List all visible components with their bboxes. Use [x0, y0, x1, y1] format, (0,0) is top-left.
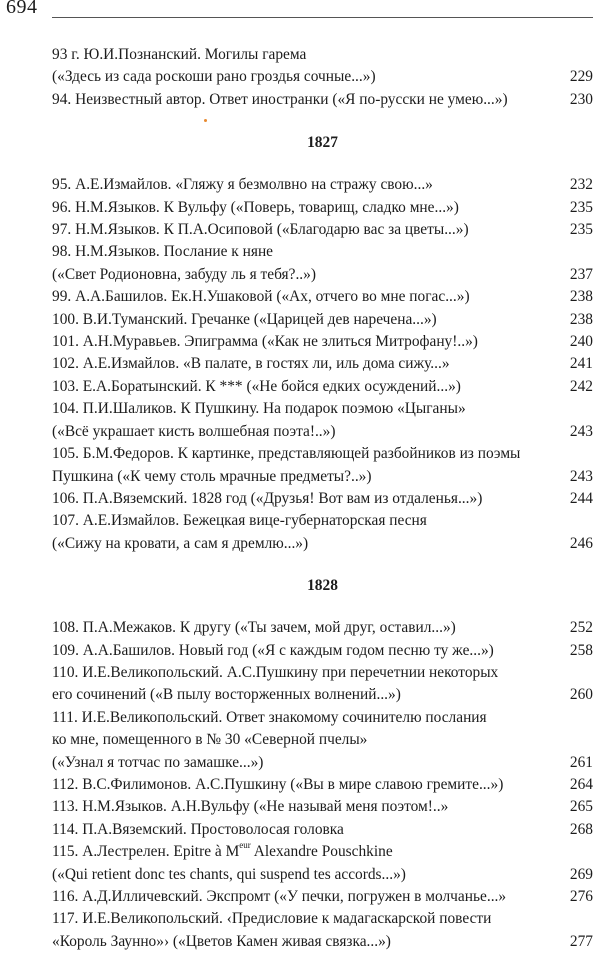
toc-entry — [52, 286, 593, 308]
page-ref: 238 — [569, 310, 593, 328]
year-heading-1828: 1828 — [307, 577, 338, 595]
toc-entry-text: 101. А.Н.Муравьев. Эпиграмма («Как не злиться Митрофану!..») — [52, 333, 478, 351]
toc-entry-text: ко мне, помещенного в № 30 «Северной пчелы» — [52, 731, 368, 749]
toc-entry-line — [52, 44, 593, 66]
toc-entry-line — [52, 908, 593, 930]
toc-entry-text: («Всё украшает кисть волшебная поэта!..») — [52, 422, 336, 440]
page-ref: 258 — [569, 641, 593, 659]
toc-entry — [52, 886, 593, 908]
toc-entry — [52, 443, 593, 488]
toc-entry-text: 93 г. Ю.И.Познанский. Могилы гарема — [52, 46, 307, 63]
toc-entry-text: Пушкина («К чему столь мрачные предметы?..») — [52, 467, 372, 485]
toc-entry — [52, 219, 593, 241]
toc-entry-text: 111. И.Е.Великопольский. Ответ знакомому сочинителю послания — [52, 708, 487, 726]
page-ref: 230 — [569, 90, 593, 108]
toc-entry-line — [52, 398, 593, 420]
page-ref: 232 — [569, 176, 593, 194]
toc-entry-text: 109. А.А.Башилов. Новый год («Я с каждым годом песню ту же...») — [52, 641, 494, 659]
toc-entry-text: 102. А.Е.Измайлов. «В палате, в гостях ли, иль дома сижу...» — [52, 355, 450, 373]
toc-entry-line — [52, 376, 593, 398]
toc-entry-line — [52, 729, 593, 751]
toc-entry-line — [52, 488, 593, 510]
toc-entry-text: 117. И.Е.Великопольский. ‹Предисловие к мадагаскарской повести — [52, 910, 492, 928]
year-heading-1827: 1827 — [307, 134, 338, 152]
toc-entry-line — [52, 841, 593, 863]
toc-entry-line — [52, 66, 593, 88]
toc-entry — [52, 44, 593, 89]
toc-entry — [52, 353, 593, 375]
toc-entry-text: 107. А.Е.Измайлов. Бежецкая вице-губернаторская песня — [52, 512, 427, 530]
toc-entry-line — [52, 662, 593, 684]
toc-entry-line — [52, 443, 593, 465]
toc-entry-line — [52, 466, 593, 488]
toc-entry-text: 110. И.Е.Великопольский. А.С.Пушкину при перечетнии некоторых — [52, 663, 499, 681]
toc-entry-text: 97. Н.М.Языков. К П.А.Осиповой («Благодарю вас за цветы...») — [52, 221, 469, 239]
page-ref: 260 — [569, 686, 593, 704]
toc-entry — [52, 376, 593, 398]
page-ref: 240 — [569, 333, 593, 351]
toc-entry — [52, 174, 593, 196]
toc-entry — [52, 662, 593, 707]
toc-entry-line — [52, 707, 593, 729]
toc-section-pre-1827 — [52, 44, 593, 111]
toc-entry — [52, 331, 593, 353]
toc-entry-line — [52, 819, 593, 841]
toc-entry — [52, 488, 593, 510]
toc-entry-line — [52, 89, 593, 111]
toc-entry-text: («Здесь из сада роскоши рано гроздья сочные...») — [52, 68, 376, 86]
toc-entry-text: 114. П.А.Вяземский. Простоволосая головка — [52, 820, 344, 838]
page-ref: 265 — [569, 798, 593, 816]
toc-entry-line — [52, 421, 593, 443]
toc-entry-line — [52, 264, 593, 286]
toc-entry-line — [52, 796, 593, 818]
header-rule — [52, 17, 593, 18]
toc-entry-line — [52, 684, 593, 706]
toc-entry — [52, 707, 593, 774]
toc-section-1828 — [52, 617, 593, 953]
toc-entry-text: 105. Б.М.Федоров. К картинке, представляющей разбойников из поэмы — [52, 445, 521, 463]
page-ref: 241 — [569, 355, 593, 373]
toc-entry-text: 100. В.И.Туманский. Гречанке («Царицей дев наречена...») — [52, 310, 437, 328]
toc-entry-line — [52, 219, 593, 241]
toc-entry-text: 108. П.А.Межаков. К другу («Ты зачем, мой друг, оставил...») — [52, 619, 456, 637]
toc-entry-text: 99. А.А.Башилов. Ек.Н.Ушаковой («Ах, отчего во мне погас...») — [52, 288, 470, 306]
toc-entry-line — [52, 286, 593, 308]
page-ref: 269 — [569, 865, 593, 883]
toc-entry-line — [52, 174, 593, 196]
toc-entry-line — [52, 533, 593, 555]
toc-entry-text: 112. В.С.Филимонов. А.С.Пушкину («Вы в мире славою гремите...») — [52, 775, 504, 793]
page-ref: 268 — [569, 820, 593, 838]
toc-entry — [52, 774, 593, 796]
page-ref: 237 — [569, 265, 593, 283]
toc-entry-line — [52, 617, 593, 639]
toc-entry-line — [52, 197, 593, 219]
page-ref: 277 — [569, 932, 593, 950]
toc-entry-line — [52, 331, 593, 353]
toc-entry-line — [52, 864, 593, 886]
toc-entry-line — [52, 309, 593, 331]
toc-entry-text: 95. А.Е.Измайлов. «Гляжу я безмолвно на стражу свою...» — [52, 176, 433, 194]
toc-entry — [52, 241, 593, 286]
toc-entry-text: его сочинений («В пылу восторженных волнений...») — [52, 686, 401, 704]
toc-entry-text: 104. П.И.Шаликов. К Пушкину. На подарок поэмою «Цыганы» — [52, 400, 466, 418]
page-ref: 261 — [569, 753, 593, 771]
toc-entry — [52, 617, 593, 639]
toc-entry-line — [52, 886, 593, 908]
toc-entry-line — [52, 640, 593, 662]
superscript: eur — [239, 841, 251, 851]
toc-entry-line — [52, 510, 593, 532]
toc-section-1827 — [52, 174, 593, 555]
toc-entry-text-tail: Alexandre Pouschkine — [250, 843, 393, 861]
page-ref: 264 — [569, 775, 593, 793]
toc-entry — [52, 796, 593, 818]
toc-entry — [52, 398, 593, 443]
page-ref: 252 — [569, 619, 593, 637]
toc-entry — [52, 908, 593, 953]
page-number: 694 — [6, 0, 38, 18]
page-ref: 243 — [569, 422, 593, 440]
toc-entry — [52, 510, 593, 555]
toc-entry-text: «Король Заунно»› («Цветов Камен живая связка...») — [52, 932, 391, 950]
toc-entry-text: 106. П.А.Вяземский. 1828 год («Друзья! Вот вам из отдаленья...») — [52, 489, 483, 507]
page-ref: 243 — [569, 467, 593, 485]
page-ref: 246 — [569, 534, 593, 552]
toc-entry — [52, 197, 593, 219]
toc-entry-text: 115. А.Лестрелен. Epitre à $M^{eur}$ Alexandre Pouschkine — [52, 841, 393, 861]
toc-entry-line — [52, 241, 593, 263]
table-of-contents — [52, 44, 593, 953]
toc-entry-text: («Сижу на кровати, а сам я дремлю...») — [52, 534, 309, 552]
toc-entry — [52, 841, 593, 886]
toc-entry-text: («Узнал я тотчас по замашке...») — [52, 753, 264, 771]
toc-entry-text: 113. Н.М.Языков. А.Н.Вульфу («Не называй меня поэтом!..» — [52, 798, 449, 816]
page-ref: 238 — [569, 288, 593, 306]
page-ref: 235 — [569, 198, 593, 216]
page-ref: 229 — [569, 68, 593, 86]
toc-entry-text: («Свет Родионовна, забуду ль я тебя?..») — [52, 265, 316, 283]
toc-entry-line — [52, 774, 593, 796]
page-ref: 276 — [569, 888, 593, 905]
toc-entry-text: 96. Н.М.Языков. К Вульфу («Поверь, товарищ, сладко мне...») — [52, 198, 459, 216]
toc-entry-text: («Qui retient donc tes chants, qui suspend tes accords...») — [52, 865, 406, 883]
toc-entry — [52, 640, 593, 662]
toc-entry-line — [52, 353, 593, 375]
page-ref: 242 — [569, 377, 593, 395]
toc-entry-text: 98. Н.М.Языков. Послание к няне — [52, 243, 274, 261]
toc-entry-text: 103. Е.А.Боратынский. К *** («Не бойся едких осуждений...») — [52, 377, 461, 395]
toc-entry-text: 94. Неизвестный автор. Ответ иностранки («Я по-русски не умею...») — [52, 90, 508, 108]
toc-entry — [52, 89, 593, 111]
page-ref: 244 — [569, 489, 593, 507]
toc-entry — [52, 309, 593, 331]
toc-entry-text: 116. А.Д.Илличевский. Экспромт («У печки, погружен в молчанье...» — [52, 888, 507, 905]
toc-entry-line — [52, 931, 593, 953]
toc-entry — [52, 819, 593, 841]
toc-entry-line — [52, 752, 593, 774]
page-ref: 235 — [569, 221, 593, 239]
